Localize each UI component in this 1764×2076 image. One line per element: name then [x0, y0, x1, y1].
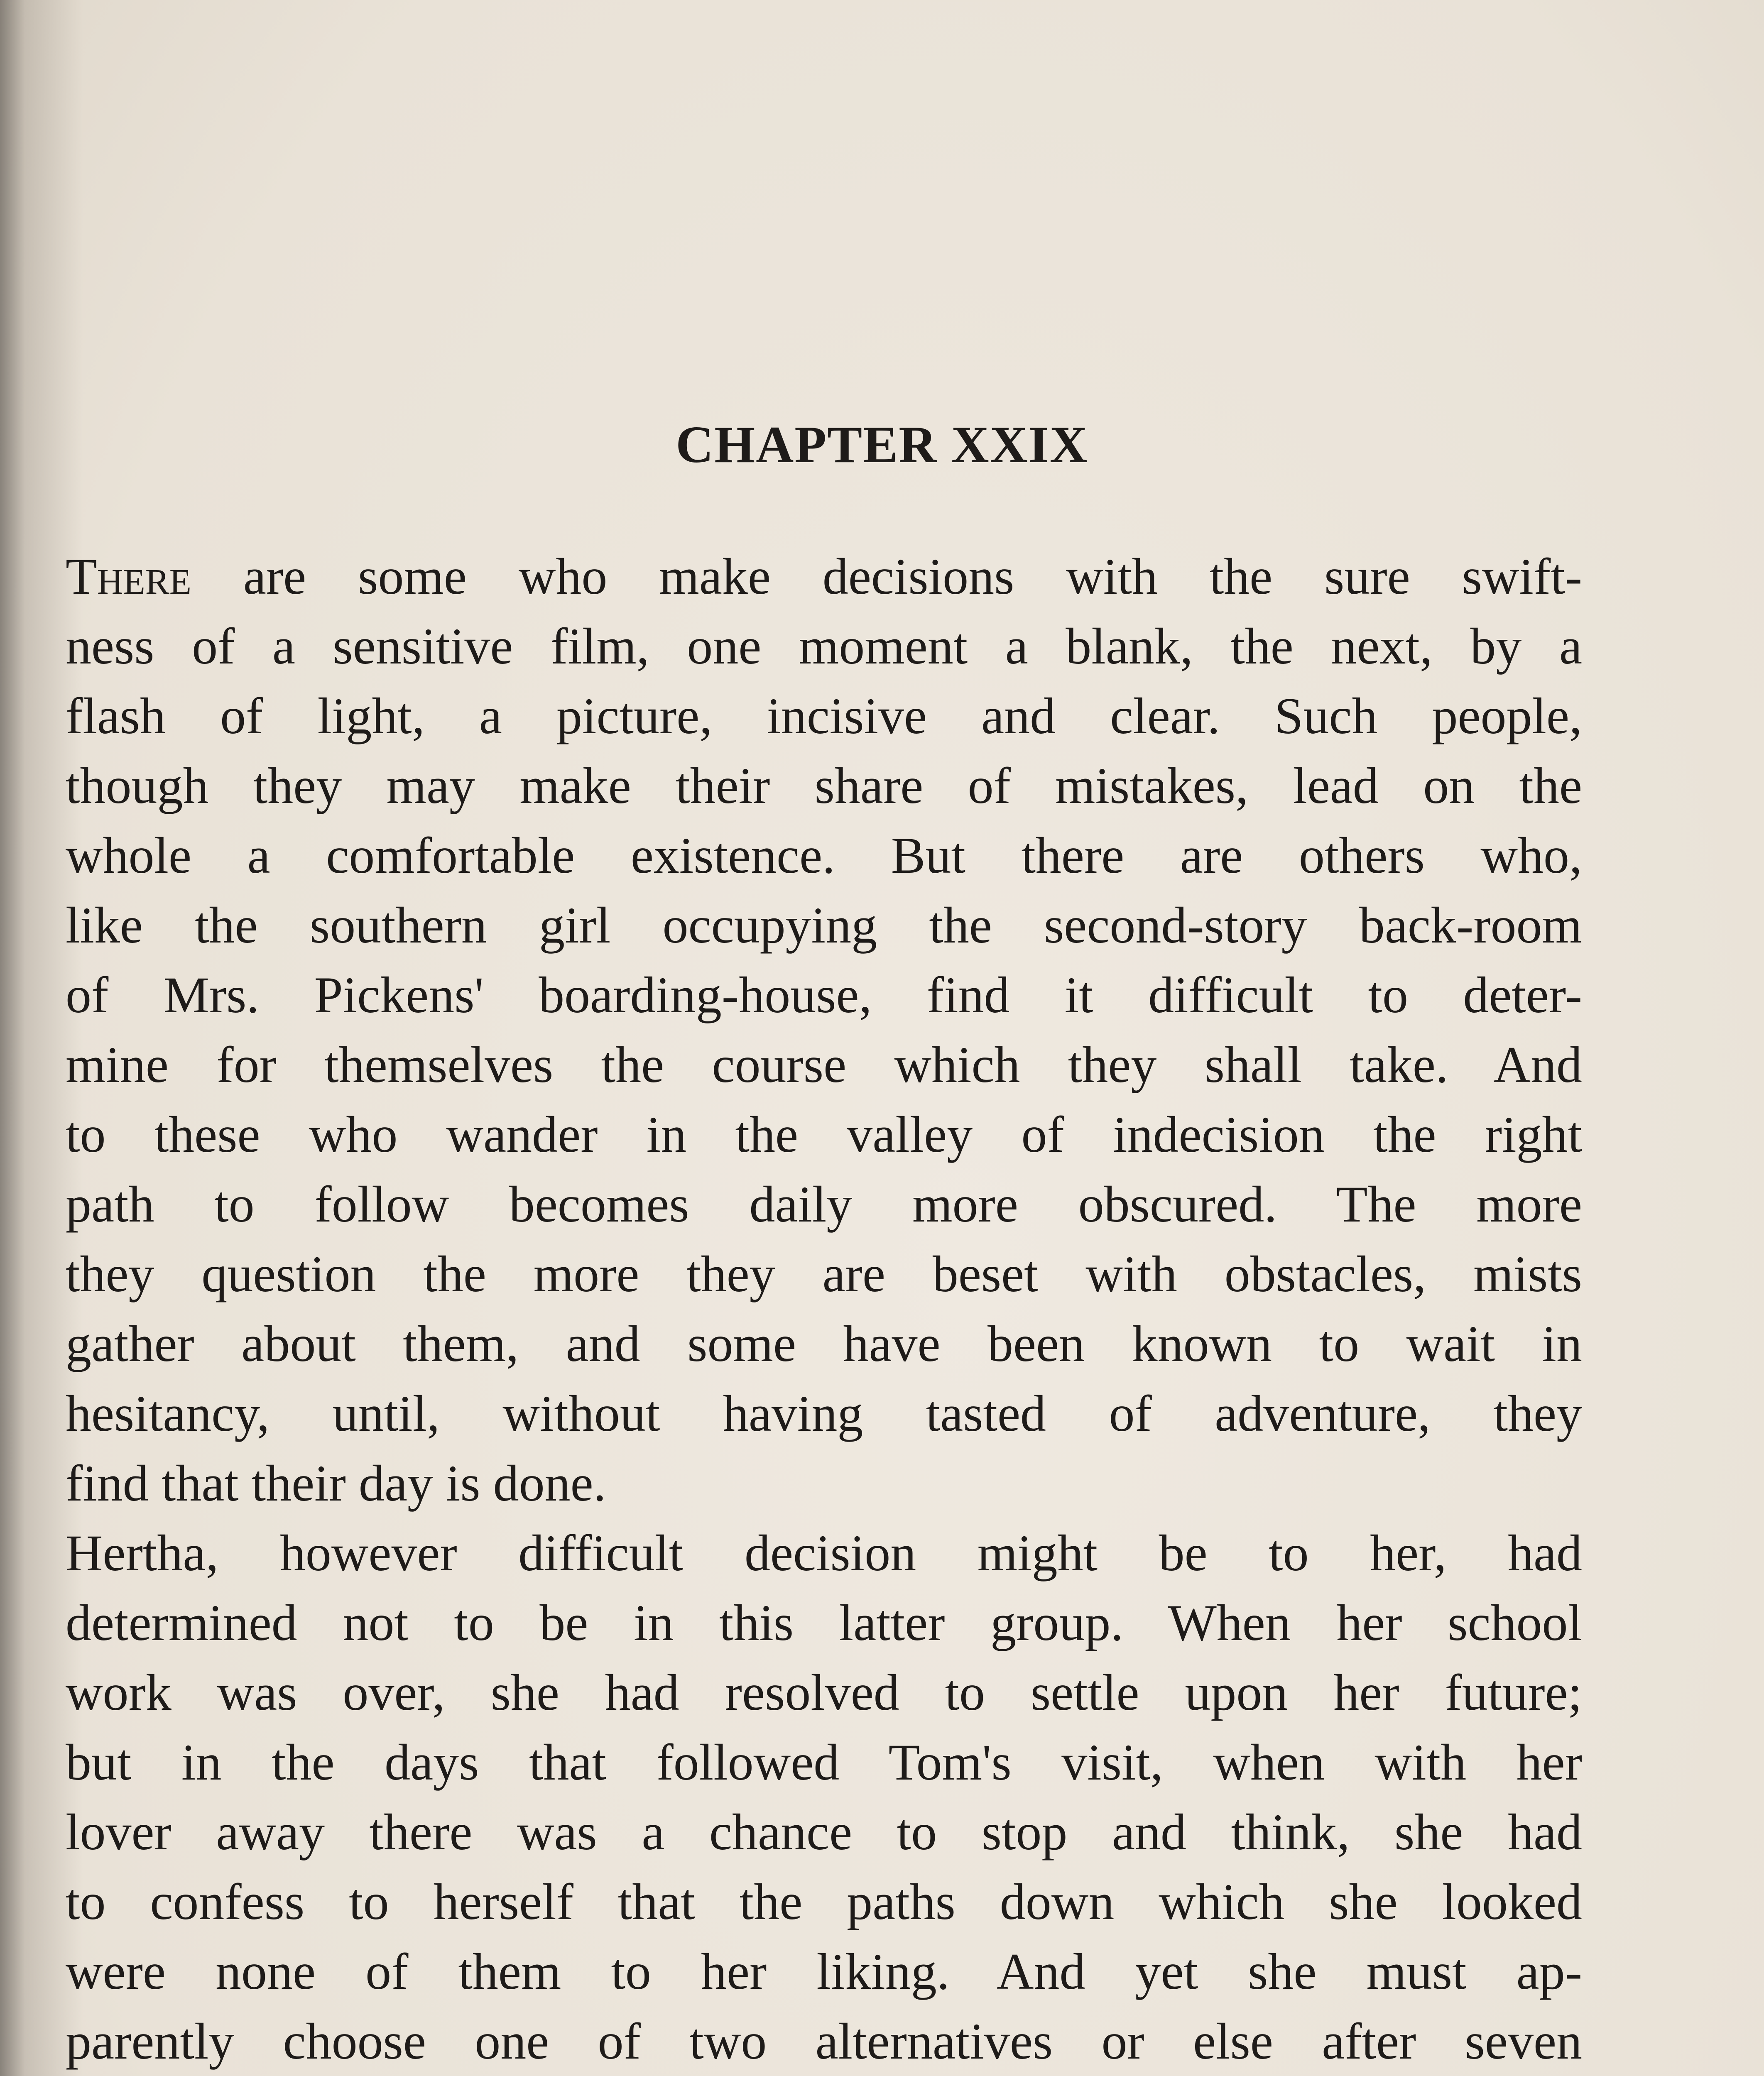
text-line: to confess to herself that the paths down which she looked [66, 1873, 1582, 1930]
text-line: find that their day is done. [66, 1455, 606, 1512]
text-line: ness of a sensitive film, one moment a blank, the next, by a [66, 618, 1582, 675]
text-line: like the southern girl occupying the second-story back-room [66, 897, 1582, 954]
text-line: hesitancy, until, without having tasted of adventure, they [66, 1385, 1582, 1442]
text-line: path to follow becomes daily more obscured. The more [66, 1176, 1582, 1233]
text-line: There are some who make decisions with the sure swift- [66, 548, 1582, 605]
text-line: determined not to be in this latter group. When her school [66, 1594, 1582, 1651]
text-line: lover away there was a chance to stop and think, she had [66, 1804, 1582, 1861]
text-line: were none of them to her liking. And yet she must ap- [66, 1943, 1582, 2000]
text-line: but in the days that followed Tom's visit, when with her [66, 1734, 1582, 1791]
text-line: parently choose one of two alternatives or else after seven [66, 2013, 1582, 2070]
text-line: of Mrs. Pickens' boarding-house, find it difficult to deter- [66, 967, 1582, 1023]
text-line: work was over, she had resolved to settle upon her future; [66, 1664, 1582, 1721]
text-line: though they may make their share of mistakes, lead on the [66, 757, 1582, 814]
text-line: mine for themselves the course which they shall take. And [66, 1036, 1582, 1093]
body-text [66, 542, 1582, 2076]
text-line: to these who wander in the valley of indecision the right [66, 1106, 1582, 1163]
text-line: they question the more they are beset with obstacles, mists [66, 1246, 1582, 1302]
text-line: Hertha, however difficult decision might be to her, had [66, 1525, 1582, 1581]
chapter-title: CHAPTER XXIX [676, 416, 1088, 474]
text-line: gather about them, and some have been known to wait in [66, 1315, 1582, 1372]
text-line: flash of light, a picture, incisive and clear. Such people, [66, 688, 1582, 744]
text-line: whole a comfortable existence. But there are others who, [66, 827, 1582, 884]
